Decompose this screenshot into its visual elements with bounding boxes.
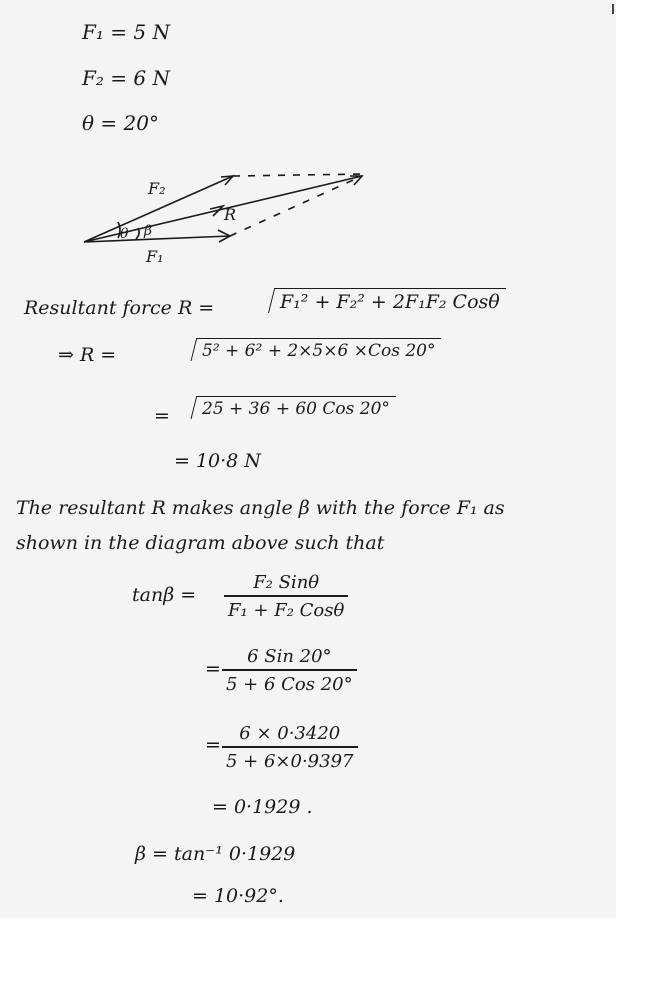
angle-text-line2: shown in the diagram above such that <box>16 532 385 554</box>
beta-line1: β = tan⁻¹ 0·1929 <box>135 843 296 865</box>
step2-lhs: = <box>154 405 170 427</box>
given-f2: F₂ = 6 N <box>82 66 170 90</box>
vector-diagram <box>78 168 378 268</box>
tan-beta-fraction-2 <box>222 646 357 695</box>
tan-beta-result: = 0·1929 . <box>212 796 313 818</box>
step2-rhs: 25 + 36 + 60 Cos 20° <box>196 396 396 419</box>
fraction-1-denominator: F₁ + F₂ Cosθ <box>228 599 345 621</box>
fraction-1-numerator: F₂ Sinθ <box>253 572 320 593</box>
resultant-formula: F₁² + F₂² + 2F₁F₂ Cosθ <box>274 288 506 313</box>
f2-parallel-dashed <box>233 174 364 176</box>
f1-parallel-dashed <box>230 176 362 236</box>
tan-beta-fraction-3 <box>222 723 358 772</box>
fraction-3-denominator: 5 + 6×0·9397 <box>226 750 354 772</box>
theta-label: θ <box>120 226 129 242</box>
beta-label: β <box>144 223 153 239</box>
f1-label: F₁ <box>146 247 164 266</box>
fraction-3-numerator: 6 × 0·3420 <box>239 723 341 744</box>
tan-eq-2: = <box>205 658 221 680</box>
page-edge-mark <box>612 4 614 14</box>
given-f1: F₁ = 5 N <box>82 20 170 44</box>
fraction-2-numerator: 6 Sin 20° <box>247 646 332 667</box>
tan-beta-lhs: tanβ = <box>132 584 197 606</box>
step1-rhs: 5² + 6² + 2×5×6 ×Cos 20° <box>196 338 441 361</box>
angle-text-line1: The resultant R makes angle β with the force F₁ as <box>16 497 505 519</box>
r-label: R <box>224 205 237 224</box>
resultant-heading: Resultant force R = <box>24 297 215 319</box>
given-theta: θ = 20° <box>82 111 159 135</box>
tan-eq-3: = <box>205 734 221 756</box>
beta-result: = 10·92°. <box>192 885 284 907</box>
f2-label: F₂ <box>148 179 166 198</box>
tan-beta-fraction-1 <box>224 572 348 621</box>
step3-result: = 10·8 N <box>174 450 261 472</box>
fraction-2-denominator: 5 + 6 Cos 20° <box>226 673 353 695</box>
step1-lhs: ⇒ R = <box>58 344 117 366</box>
